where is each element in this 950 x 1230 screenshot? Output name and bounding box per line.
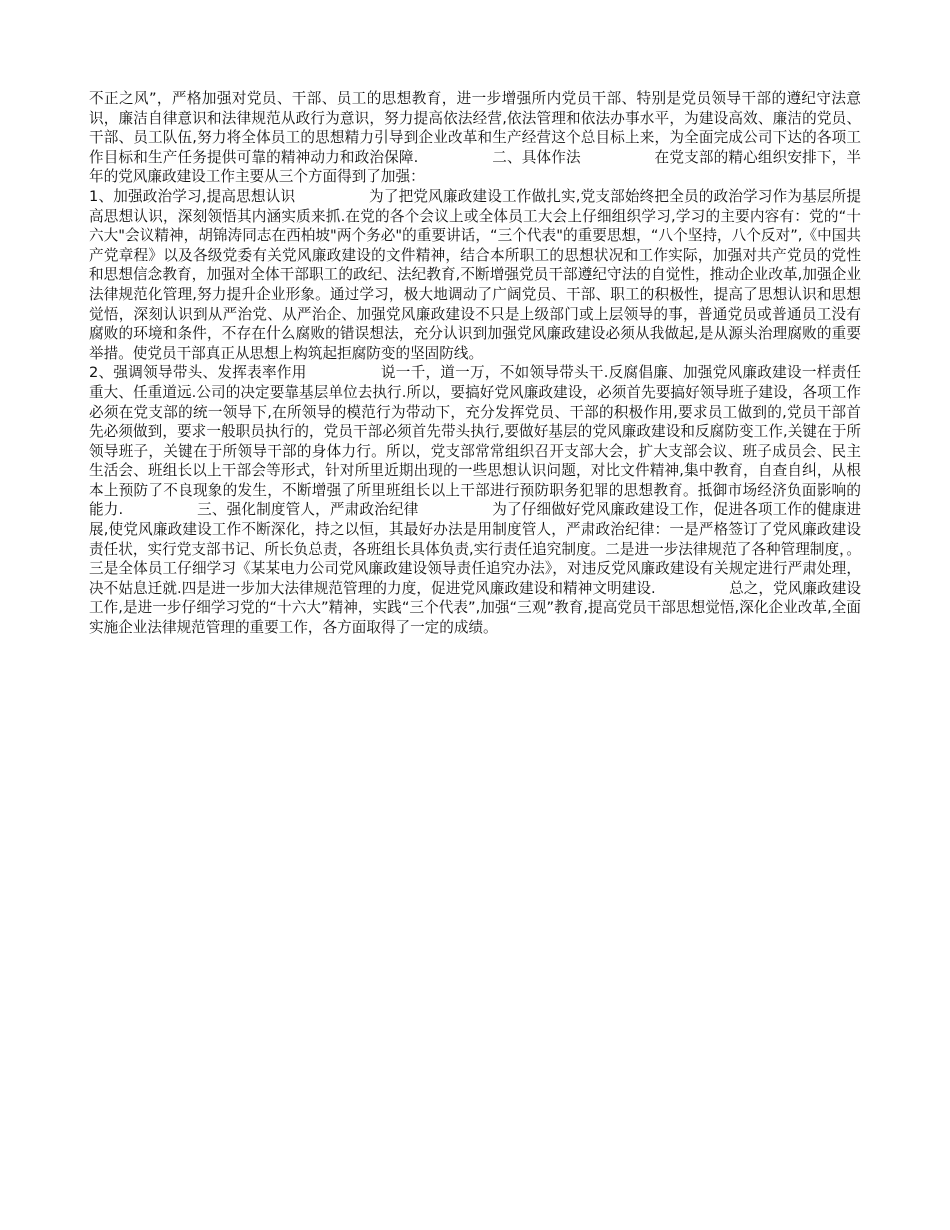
paragraph-leadership-and-conclusion: 2、强调领导带头、发挥表率作用 说一千，道一万，不如领导带头干.反腐倡廉、加强党风廉政建设一样责任重大、任重道远.公司的决定要靠基层单位去执行.所以，要搞好党风廉政建设，必须首先要搞好领导班子建设，各项工作必须在党支部的统一领导下,在所领导的模范行为带动下，充分发挥党员、干部的积极作用,要求员工做到的,党员干部首先必须做到，要求一般职员执行的，党员干部必须首先带头执行,要做好基层的党风廉政建设和反腐防变工作,关键在于所领导班子，关键在于所领导干部的身体力行。所以，党支部常常组织召开支部大会，扩大支部会议、班子成员会、民主生活会、班组长以上干部会等形式，针对所里近期出现的一些思想认识问题，对比文件精神,集中教育，自查自纠，从根本上预防了不良现象的发生，不断增强了所里班组长以上干部进行预防职务犯罪的思想教育。抵御市场经济负面影响的能力. 三、强化制度管人，严肃政治纪律 为了仔细做好党风廉政建设工作，促进各项工作的健康进展,使党风廉政建设工作不断深化，持之以恒，其最好办法是用制度管人，严肃政治纪律：一是严格签订了党风廉政建设责任状，实行党支部书记、所长负总责，各班组长具体负责,实行责任追究制度。二是进一步法律规范了各种管理制度，。三是全体员工仔细学习《某某电力公司党风廉政建设领导责任追究办法》，对违反党风廉政建设有关规定进行严肃处理，决不姑息迁就.四是进一步加大法律规范管理的力度，促进党风廉政建设和精神文明建设. 总之，党风廉政建设工作,是进一步仔细学习党的“十六大”精神，实践“三个代表”,加强“三观”教育,提高党员干部思想觉悟,深化企业改革,全面实施企业法律规范管理的重要工作，各方面取得了一定的成绩。 [89,364,861,637]
paragraph-intro: 不正之风”，严格加强对党员、干部、员工的思想教育，进一步增强所内党员干部、特别是党员领导干部的遵纪守法意识，廉洁自律意识和法律规范从政行为意识，努力提高依法经营,依法管理和依法办事水平，为建设高效、廉洁的党员、干部、员工队伍,努力将全体员工的思想精力引导到企业改革和生产经营这个总目标上来，为全面完成公司下达的各项工作目标和生产任务提供可靠的精神动力和政治保障. 二、具体作法 在党支部的精心组织安排下，半年的党风廉政建设工作主要从三个方面得到了加强： [89,90,861,186]
paragraph-political-study: 1、加强政治学习,提高思想认识 为了把党风廉政建设工作做扎实,党支部始终把全员的政治学习作为基层所提高思想认识，深刻领悟其内涵实质来抓.在党的各个会议上或全体员工大会上仔细组织学习,学习的主要内容有：党的“十六大"会议精神，胡锦涛同志在西柏坡"两个务必"的重要讲话，“三个代表"的重要思想，“八个坚持，八个反对”,《中国共产党章程》以及各级党委有关党风廉政建设的文件精神，结合本所职工的思想状况和工作实际，加强对共产党员的党性和思想信念教育，加强对全体干部职工的政纪、法纪教育,不断增强党员干部遵纪守法的自觉性，推动企业改革,加强企业法律规范化管理,努力提升企业形象。通过学习，极大地调动了广阔党员、干部、职工的积极性，提高了思想认识和思想觉悟，深刻认识到从严治党、从严治企、加强党风廉政建设不只是上级部门或上层领导的事，普通党员或普通员工没有腐败的环境和条件，不存在什么腐败的错误想法，充分认识到加强党风廉政建设必须从我做起,是从源头治理腐败的重要举措。使党员干部真正从思想上构筑起拒腐防变的坚固防线。 [89,187,861,362]
document-body [89,89,861,638]
